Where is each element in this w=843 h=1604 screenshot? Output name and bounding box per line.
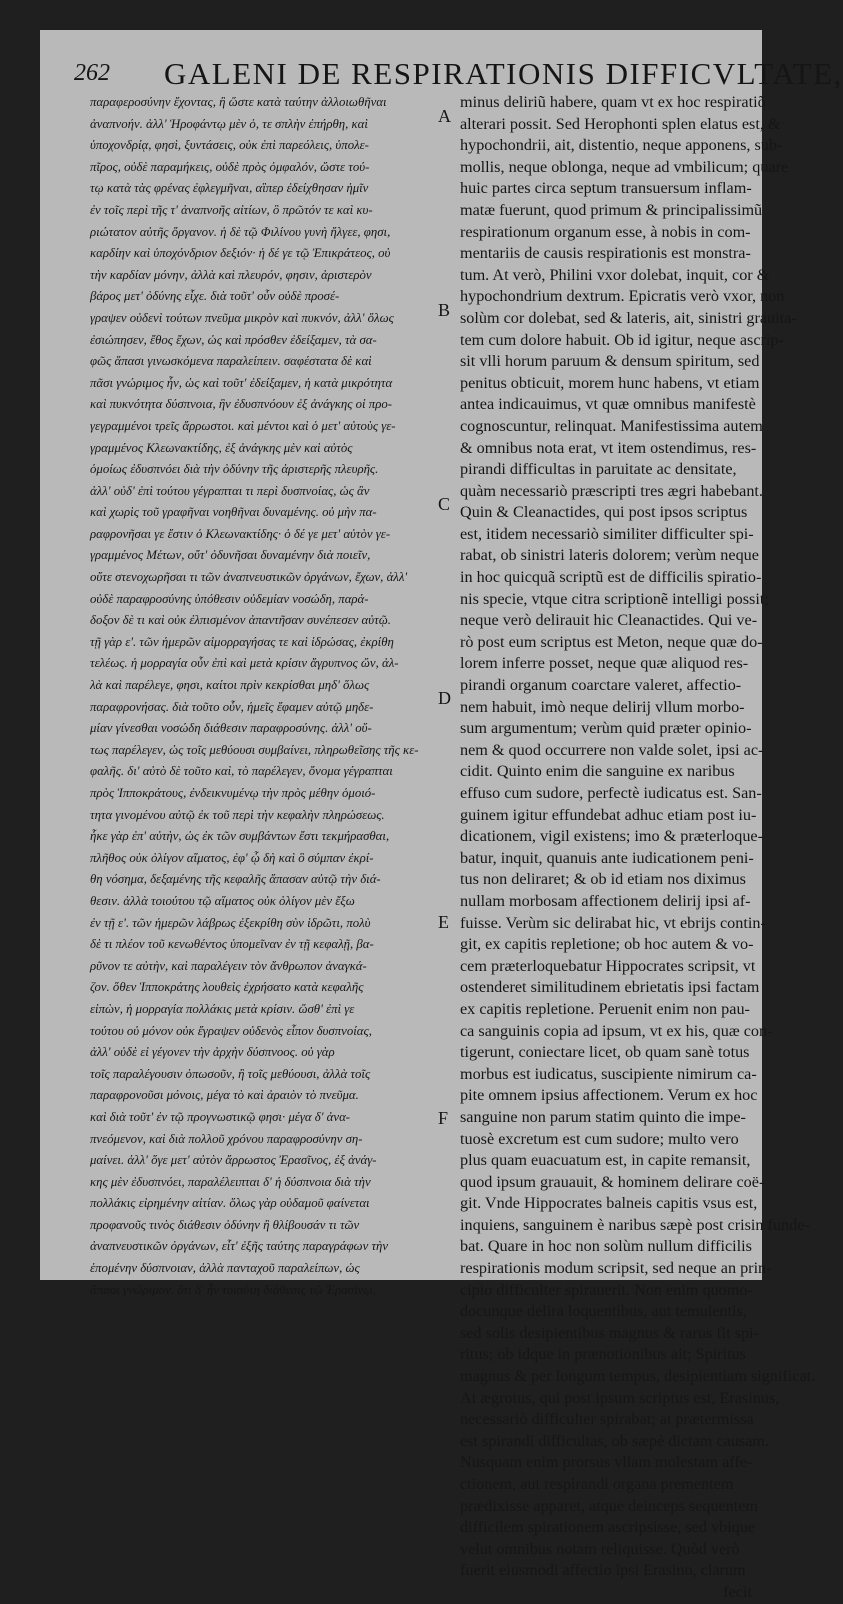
latin-text-line: Nusquam enim prorsus vllam molestam affe- [460, 1453, 753, 1472]
latin-text-line: tum. At verò, Philini vxor dolebat, inquit, cor & [460, 265, 770, 284]
greek-text-line: ζον. ὅθεν Ἱπποκράτης λουθεὶς ἐχρήσατο κατὰ κεφαλῆς [90, 980, 364, 995]
greek-text-line: τητα γινομένου αὐτῷ ἐκ τοῦ περὶ τὴν κεφαλὴν πληρώσεως. [90, 807, 385, 822]
latin-text-line: ostenderet similitudinem ebrietatis ipsi factam [460, 978, 760, 997]
greek-text-line: γραμμένος Μέτων, οὔτ' ὀδυνῆσαι δυναμένην διὰ ποιεῖν, [90, 548, 371, 563]
greek-text-line: θη νόσημα, δεξαμένης τῆς κεφαλῆς ἅπασαν αὐτῷ τὴν διά- [90, 872, 381, 887]
greek-text-line: δοξον δὲ τι καὶ οὐκ ἐλπισμένον ἀπαντῆσαν συνέπεσεν αὐτῷ. [90, 613, 391, 628]
greek-text-line: ἀναπνοήν. ἀλλ' Ἡροφάντῳ μὲν ὁ, τε σπλὴν ἐπήρθη, καὶ [90, 116, 368, 131]
greek-text-line: καὶ πυκνότητα δύσπνοια, ἣν ἐδυσπνόουν ἐξ ἀνάγκης οἱ προ- [90, 397, 393, 412]
latin-text-line: rò post eum scriptus est Meton, neque quæ do- [460, 632, 763, 651]
greek-text-line: ἑπομένην δύσπνοιαν, ἀλλὰ πανταχοῦ παραλείπων, ὡς [90, 1261, 360, 1276]
greek-text-line: προφανοῦς τινὸς διάθεσιν ὀδύνην ἢ θλίβουσάν τι τῶν [90, 1217, 360, 1232]
latin-text-line: penitus obticuit, morem hunc habens, vt etiam [460, 373, 760, 392]
latin-text-line: git. Vnde Hippocrates balneis capitis vsus est, [460, 1194, 758, 1213]
greek-text-line: ἐν τῇ ε'. τῶν ἡμερῶν λάβρως ἐξεκρίθη σὺν ἱδρῶτι, πολὺ [90, 915, 371, 930]
latin-text-line: hypochondrii, ait, distentio, neque apponens, sub- [460, 136, 783, 155]
latin-text-line: est spirandi difficultas, ob sæpè dictam causam. [460, 1431, 769, 1450]
latin-text-line: batur, inquit, quanuis ante iudicationem peni- [460, 848, 754, 867]
greek-text-line: γεγραμμένοι τρεῖς ἄρρωστοι. καὶ μέντοι καὶ ὁ μετ' αὐτοὺς γε- [90, 418, 396, 433]
latin-text-line: quod ipsum grauauit, & hominem delirare coë- [460, 1172, 765, 1191]
margin-letters [438, 92, 456, 1272]
latin-text-line: guinem igitur effundebat adhuc etiam post iu- [460, 805, 757, 824]
latin-text-line: fecit [723, 1582, 752, 1601]
latin-text-line: nem & quod occurrere non valde solet, ipsi ac- [460, 740, 764, 759]
latin-text-line: bat. Quare in hoc non solùm nullum difficilis [460, 1237, 752, 1256]
book-page [40, 30, 843, 1601]
greek-text-line: τοῖς παραλέγουσιν ὁπωσοῦν, ἢ τοῖς μεθύουσι, ἀλλὰ τοῖς [90, 1066, 371, 1081]
latin-text-line: solùm cor dolebat, sed & lateris, ait, sinistri grauita- [460, 308, 797, 327]
page-header [74, 56, 843, 91]
latin-text-line: fuisse. Verùm sic delirabat hic, vt ebrijs contin- [460, 913, 766, 932]
latin-text-line: inquiens, sanguinem è naribus sæpè post crisin funde- [460, 1215, 810, 1234]
latin-text-line: hypochondrium dextrum. Epicratis verò vxor, non [460, 287, 785, 306]
latin-text-line: ca sanguinis copia ad ipsum, vt ex his, quæ con- [460, 1021, 773, 1040]
latin-text-line: matæ fuerunt, quod primum & principalissimũ [460, 200, 763, 219]
latin-text-line: est, itidem necessariò similiter difficulter spi- [460, 524, 754, 543]
latin-text-line: sed solis desipientibus magnus & rarus fit spi- [460, 1323, 759, 1342]
latin-text-line: nis specie, vtque citra scriptionẽ intelligi possit; [460, 589, 769, 608]
running-title: GALENI DE RESPIRATIONIS DIFFICVLTATE, [164, 56, 843, 91]
greek-text-line: πνεόμενον, καὶ διὰ πολλοῦ χρόνου παραφροσύνην ση- [90, 1131, 363, 1146]
greek-text-line: εἰπὼν, ἡ μορραγία πολλάκις μετὰ κρίσιν. ὥσθ' ἐπὶ γε [90, 1001, 355, 1016]
greek-text-line: ἀλλ' οὐδὲ εἰ γέγονεν τὴν ἀρχὴν δύσπνοος. οὐ γὰρ [90, 1045, 335, 1060]
latin-text-line: in hoc quicquã scriptũ est de difficilis spiratio- [460, 568, 762, 587]
latin-text-line: respirationum organum esse, à nobis in com- [460, 222, 751, 241]
greek-text-line: παραφεροσύνην ἔχοντας, ἢ ὥστε κατὰ ταύτην ἀλλοιωθῆναι [90, 95, 387, 109]
greek-text-line: παραφρονήσας. διὰ τοῦτο οὖν, ἡμεῖς ἔφαμεν αὐτῷ μηδε- [90, 699, 374, 714]
greek-text-line: μαίνει. ἀλλ' ὅγε μετ' αὐτὸν ἄρρωστος Ἐρασῖνος, ἐξ ἀνάγ- [90, 1153, 377, 1168]
greek-text-line: ἐσιώπησεν, ἔθος ἔχων, ὡς καὶ πρόσθεν ἐδείξαμεν, τὰ σα- [90, 332, 377, 347]
greek-text-line: ὁμοίως ἐδυσπνόει διὰ τὴν ὀδύνην τῆς ἀριστερῆς πλευρῆς. [90, 462, 379, 477]
latin-text-line: sum argumentum; verùm quid præter opinio- [460, 719, 752, 738]
latin-text-line: alterari possit. Sed Herophonti splen elatus est, & [460, 114, 781, 133]
latin-text-line: quàm necessariò præscripti tres ægri habebant. [460, 481, 763, 500]
latin-text-line: pirandi difficultas in paruitate ac densitate, [460, 460, 737, 479]
greek-text-line: ἀλλ' οὐδ' ἐπὶ τούτου γέγραπται τι περὶ δυσπνοίας, ὡς ἂν [90, 483, 370, 498]
greek-text-line: οὔτε στενοχωρῆσαι τι τῶν ἀναπνευστικῶν ὀργάνων, ἔχων, ἀλλ' [90, 570, 408, 585]
greek-text-line: ρῦνον τε αὐτὴν, καὶ παραλέγειν τὸν ἄνθρωπον ἀναγκά- [90, 958, 367, 973]
latin-text-line: & omnibus nota erat, vt item ostendimus, res- [460, 438, 757, 457]
greek-text-line: πλῆθος οὐκ ὀλίγον αἵματος, ἐφ' ᾧ δὴ καὶ ὃ σύμπαν ἐκρί- [90, 850, 374, 865]
greek-text-line: θεσιν. ἀλλὰ τοιούτου τῷ αἵματος οὐκ ὀλίγον μὲν ἔξω [90, 893, 355, 908]
margin-letter: A [438, 106, 451, 126]
margin-letter: F [438, 1108, 449, 1128]
latin-text-line: tem cum dolore habuit. Ob id igitur, neque ascrip- [460, 330, 784, 349]
greek-text-line: λὰ καὶ παρέλεγε, φησι, καίτοι πρὶν κεκρίσθαι μηδ' ὅλως [90, 678, 370, 693]
greek-text-line: καὶ διὰ τοῦτ' ἐν τῷ προγνωστικῷ φησι· μέγα δ' ἀνα- [90, 1109, 351, 1124]
greek-text-line: τούτου οὐ μόνον οὐκ ἔγραψεν οὐδενὸς εἶπον δυσπνοίας, [90, 1023, 372, 1038]
latin-text-line: prædixisse apparet, atque deinceps sequentem [460, 1496, 759, 1515]
latin-text-line: difficilem spirationem ascripsisse, sed vbique [460, 1518, 756, 1537]
latin-text-line: ctionem, aut respirandi organa prementem [460, 1475, 734, 1493]
latin-text-line: respirationis modum scripsit, sed neque an prin- [460, 1259, 772, 1278]
greek-text-line: πᾶσι γνώριμος ἦν, ὡς καὶ τοῦτ' ἐδείξαμεν, ἡ κατὰ μικρότητα [90, 375, 393, 390]
latin-text-column [460, 92, 816, 1604]
greek-text-line: κης μὲν ἐδυσπνόει, παραλέλειπται δ' ἡ δύσπνοια διὰ τὴν [90, 1174, 371, 1189]
latin-text-line: dicationem, vigil existens; imo & præterloque- [460, 827, 764, 846]
greek-text-line: ὑποχονδρίᾳ, φησὶ, ξυντάσεις, οὐκ ἐπὶ παρεόλεις, ὑπολε- [90, 138, 369, 153]
greek-text-line: οὐδὲ παραφροσύνης ὑπόθεσιν οὐδεμίαν νοσώδη, παρά- [90, 591, 369, 606]
greek-text-line: γραμμένος Κλεωνακτίδης, ἐξ ἀνάγκης μὲν καὶ αὐτὸς [90, 440, 353, 455]
margin-letter: E [438, 912, 449, 932]
greek-text-line: ἅπασι γνώριμον. ὅτι δ' ἦν τοιαύτη διάθεσις τῷ Ἐρασίνῳ, [90, 1282, 376, 1297]
page-number: 262 [74, 60, 110, 86]
latin-text-line: velut omnibus notam reliquisse. Quòd verò [460, 1539, 740, 1558]
margin-letter: D [438, 688, 451, 708]
latin-text-line: pite omnem ipsius affectionem. Verum ex hoc [460, 1086, 758, 1105]
latin-text-line: cem præterloquebatur Hippocrates scripsit, vt [460, 956, 756, 975]
latin-text-line: morbus est iudicatus, suscipiente nimirum ca- [460, 1064, 757, 1083]
greek-text-line: ἐν τοῖς περὶ τῆς τ' ἀναπνοῆς αἰτίων, ὃ πρῶτόν τε καὶ κυ- [90, 202, 373, 217]
greek-text-line: μίαν γίνεσθαι νοσώδη διάθεσιν παραφροσύνης. ἀλλ' οὕ- [90, 721, 372, 736]
latin-text-line: nullam morbosam affectionem delirij ipsi af- [460, 891, 751, 910]
greek-text-line: πῖρος, οὐδὲ παραμήκεις, οὐδὲ πρὸς ὀμφαλόν, ὥστε τού- [90, 159, 370, 174]
greek-text-line: φαλῆς. δι' αὐτὸ δὲ τοῦτο καὶ, τὸ παρέλεγεν, ὄνομα γέγραπται [90, 764, 393, 779]
greek-text-line: τως παρέλεγεν, ὡς τοῖς μεθύουσι συμβαίνει, πληρωθεῖσης τῆς κε- [90, 742, 419, 757]
latin-text-line: docunque delira loquentibus, aut temulentis, [460, 1302, 747, 1321]
latin-text-line: cognoscuntur, relinquat. Manifestissima autem [460, 416, 763, 435]
greek-text-line: ριώτατον αὐτῆς ὄργανον. ἡ δὲ τῷ Φιλίνου γυνὴ ἤλγεε, φησι, [90, 224, 391, 239]
greek-text-line: πολλάκις εἰρημένην αἰτίαν. ὅλως γὰρ οὐδαμοῦ φαίνεται [90, 1196, 370, 1211]
greek-text-line: τῳ κατὰ τὰς φρένας ἐφλεγμῆναι, αἳπερ ἐδείχθησαν ἡμῖν [90, 181, 369, 196]
latin-text-line: plus quam euacuatum est, in capite remansit, [460, 1151, 751, 1170]
greek-text-line: πρὸς Ἱπποκράτους, ἐνδεικνυμένῳ τὴν πρὸς μέθην ὁμοιό- [90, 786, 376, 800]
greek-text-line: τῇ γὰρ ε'. τῶν ἡμερῶν αἱμορραγήσας τε καὶ ἱδρώσας, ἐκρίθη [90, 634, 394, 649]
latin-text-line: tus non deliraret; & ob id etiam nos diximus [460, 870, 746, 889]
greek-text-line: ραφρονῆσαι γε ἔστιν ὁ Κλεωνακτίδης· ὁ δέ γε μετ' αὐτὸν γε- [90, 526, 391, 541]
latin-text-line: lorem inferre posset, neque quæ aliquod res- [460, 654, 749, 673]
margin-letter: B [438, 300, 451, 320]
latin-text-line: tigerunt, coniectare licet, ob quam sanè totus [460, 1043, 750, 1062]
greek-text-line: τελέως. ἡ μορραγία οὖν ἐπὶ καὶ μετὰ κρίσιν ἄγρυπνος ὤν, ἀλ- [90, 656, 399, 671]
greek-text-line: ἀναπνευστικῶν ὀργάνων, εἶτ' ἐξῆς ταύτης παραγράφων τὴν [90, 1239, 389, 1254]
latin-text-line: mollis, neque oblonga, neque ad vmbilicum; quare [460, 157, 789, 176]
latin-text-line: sanguine non parum statim quinto die impe- [460, 1107, 746, 1126]
greek-text-line: βάρος μετ' ὀδύνης εἶχε. διὰ τοῦτ' οὖν οὐδὲ προσέ- [90, 289, 340, 304]
greek-text-line: καρδίην καὶ ὑποχόνδριον δεξιόν· ἡ δέ γε τῷ Ἐπικράτεος, οὐ [90, 246, 391, 261]
latin-text-line: mentariis de causis respirationis est monstra- [460, 244, 751, 263]
greek-text-line: δὲ τι πλέον τοῦ κενωθέντος ὑπομεῖναν ἐν τῇ κεφαλῇ, βα- [90, 937, 374, 952]
latin-text-line: ritus; ob idque in prænotionibus ait; Spiritus [460, 1345, 746, 1364]
latin-text-line: magnus & per longum tempus, desipientiam significat. [460, 1367, 816, 1386]
latin-text-line: pirandi organum coarctare valeret, affectio- [460, 676, 742, 695]
latin-text-line: sit vlli horum paruum & densum spiritum, sed [460, 352, 760, 371]
greek-text-line: ἧκε γὰρ ἐπ' αὐτὴν, ὡς ἐκ τῶν συμβάντων ἔστι τεκμήρασθαι, [90, 829, 390, 844]
margin-letter: C [438, 494, 451, 514]
latin-text-line: rabat, ob sinistri lateris dolorem; verùm neque [460, 546, 759, 565]
latin-text-line: huic partes circa septum transuersum inflam- [460, 179, 752, 198]
latin-text-line: minus deliriũ habere, quam vt ex hoc respiratiõ [460, 93, 766, 111]
latin-text-line: antea indicauimus, vt quæ omnibus manifestè [460, 395, 756, 414]
greek-text-line: τὴν καρδίαν μόνην, ἀλλὰ καὶ πλευρόν, φησιν, ἀριστερὸν [90, 267, 372, 282]
latin-text-line: effuso cum sudore, perfectè iudicatus est. San- [460, 784, 762, 802]
greek-text-line: παραφρονοῦσι μόνοις, μέγα τὸ καὶ ἀραιὸν τὸ πνεῦμα. [90, 1088, 359, 1103]
greek-text-column [90, 92, 435, 1301]
greek-text-line: καὶ χωρὶς τοῦ γραφῆναι νοηθῆναι δυναμένης. οὐ μὴν πα- [90, 505, 377, 520]
latin-text-line: At ægrotus, qui post ipsum scriptus est, Erasinus, [460, 1388, 780, 1407]
latin-text-line: cidit. Quinto enim die sanguine ex naribus [460, 762, 735, 781]
latin-text-line: cipio difficulter spirauerit. Non enim quomo- [460, 1280, 753, 1299]
latin-text-line: git, ex capitis repletione; ob hoc autem & vo- [460, 935, 754, 954]
latin-text-line: nem habuit, imò neque delirij vllum morbo- [460, 697, 745, 716]
latin-text-line: necessariò difficulter spirabat; at prætermissa [460, 1410, 754, 1429]
greek-text-line: φῶς ἅπασι γινωσκόμενα παραλείπειν. σαφέστατα δὲ καὶ [90, 354, 372, 369]
latin-text-line: fuerit eiusmodi affectio ipsi Erasino, clarum [460, 1561, 746, 1580]
latin-text-line: ex capitis repletione. Peruenit enim non pau- [460, 999, 750, 1018]
latin-text-line: Quin & Cleanactides, qui post ipsos scriptus [460, 503, 748, 522]
latin-text-line: tuosè excretum est cum sudore; multo vero [460, 1129, 739, 1148]
greek-text-line: γραψεν οὐδενὶ τούτων πνεῦμα μικρὸν καὶ πυκνόν, ἀλλ' ὅλως [90, 310, 394, 325]
latin-text-line: neque verò delirauit hic Cleanactides. Qui ve- [460, 611, 758, 630]
